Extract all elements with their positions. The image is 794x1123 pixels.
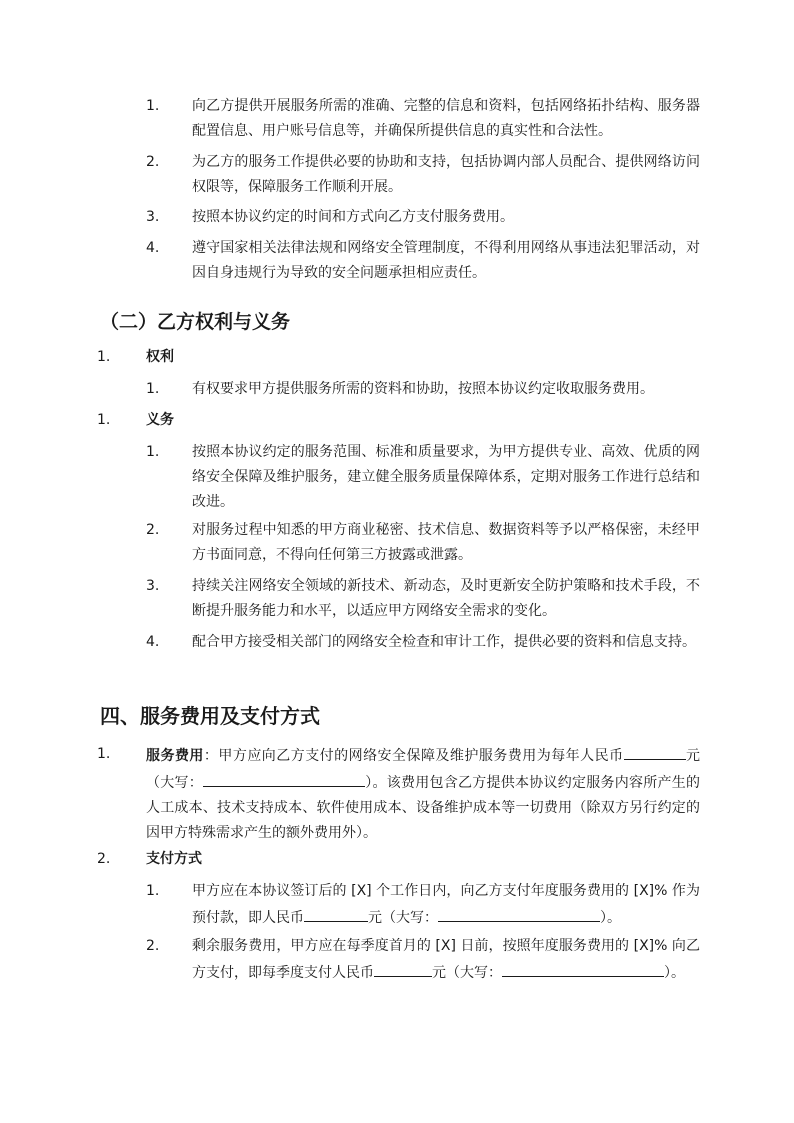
rights-label: 权利 bbox=[146, 349, 174, 365]
party-a-duty-1: 向乙方提供开展服务所需的准确、完整的信息和资料，包括网络拓扑结构、服务器配置信息、用户账号信息等，并确保所提供信息的真实性和合法性。 bbox=[192, 98, 700, 139]
list-number: 1. bbox=[146, 381, 160, 397]
party-b-duty-4: 配合甲方接受相关部门的网络安全检查和审计工作，提供必要的资料和信息支持。 bbox=[192, 634, 696, 650]
party-a-duty-3: 按照本协议约定的时间和方式向乙方支付服务费用。 bbox=[192, 209, 514, 225]
list-number: 3. bbox=[146, 209, 160, 225]
list-number: 3. bbox=[146, 578, 160, 594]
service-fee-clause bbox=[146, 742, 700, 846]
list-number: 1. bbox=[97, 349, 111, 365]
list-number: 2. bbox=[146, 522, 160, 538]
list-number: 1. bbox=[146, 883, 160, 899]
party-b-duty-3: 持续关注网络安全领域的新技术、新动态，及时更新安全防护策略和技术手段，不断提升服务能力和水平，以适应甲方网络安全需求的变化。 bbox=[192, 578, 700, 619]
service-fee-label: 服务费用 bbox=[146, 748, 204, 764]
party-b-duty-2: 对服务过程中知悉的甲方商业秘密、技术信息、数据资料等予以严格保密，未经甲方书面同意，不得向任何第三方披露或泄露。 bbox=[192, 522, 700, 563]
prepayment-clause bbox=[192, 879, 700, 931]
colon: ： bbox=[203, 748, 219, 764]
list-number: 1. bbox=[146, 98, 160, 114]
quarterly-text-b: 元（大写： bbox=[432, 965, 502, 981]
annual-fee-amount-blank[interactable] bbox=[624, 742, 686, 760]
fee-text-b: 元（大写： bbox=[146, 748, 701, 791]
quarterly-text-a: 剩余服务费用，甲方应在每季度首月的 [X] 日前，按照年度服务费用的 [X]% 向乙方支付，即每季度支付人民币 bbox=[192, 938, 700, 981]
fee-text-c: ）。该费用包含乙方提供本协议约定服务内容所产生的人工成本、技术支持成本、软件使用成本、设备维护成本等一切费用（除双方另行约定的因甲方特殊需求产生的额外费用外）。 bbox=[146, 775, 700, 841]
list-number: 2. bbox=[146, 938, 160, 954]
party-a-duty-2: 为乙方的服务工作提供必要的协助和支持，包括协调内部人员配合、提供网络访问权限等，保障服务工作顺利开展。 bbox=[192, 154, 700, 195]
section-heading-party-b: （二）乙方权利与义务 bbox=[100, 311, 291, 333]
prepayment-text-a: 甲方应在本协议签订后的 [X] 个工作日内，向乙方支付年度服务费用的 [X]% 作为预付款，即人民币 bbox=[192, 883, 700, 926]
annual-fee-words-blank[interactable] bbox=[203, 769, 365, 787]
list-number: 1. bbox=[97, 412, 111, 428]
quarterly-text-c: ）。 bbox=[664, 965, 685, 981]
prepayment-amount-blank[interactable] bbox=[304, 904, 368, 922]
prepayment-words-blank[interactable] bbox=[438, 904, 600, 922]
payment-method-label: 支付方式 bbox=[146, 851, 202, 867]
prepayment-text-b: 元（大写： bbox=[368, 910, 438, 926]
party-a-duty-4: 遵守国家相关法律法规和网络安全管理制度，不得利用网络从事违法犯罪活动，对因自身违规行为导致的安全问题承担相应责任。 bbox=[192, 240, 700, 281]
list-number: 2. bbox=[146, 154, 160, 170]
list-number: 4. bbox=[146, 240, 160, 256]
fee-text-a: 甲方应向乙方支付的网络安全保障及维护服务费用为每年人民币 bbox=[218, 748, 624, 764]
quarterly-payment-clause bbox=[192, 934, 700, 986]
party-b-right-1: 有权要求甲方提供服务所需的资料和协助，按照本协议约定收取服务费用。 bbox=[192, 381, 654, 397]
prepayment-text-c: ）。 bbox=[600, 910, 621, 926]
list-number: 1. bbox=[97, 746, 111, 762]
list-number: 1. bbox=[146, 444, 160, 460]
quarterly-words-blank[interactable] bbox=[502, 959, 664, 977]
party-b-duty-1: 按照本协议约定的服务范围、标准和质量要求，为甲方提供专业、高效、优质的网络安全保障及维护服务，建立健全服务质量保障体系，定期对服务工作进行总结和改进。 bbox=[192, 444, 700, 510]
list-number: 4. bbox=[146, 634, 160, 650]
quarterly-amount-blank[interactable] bbox=[374, 959, 432, 977]
section-heading-fees: 四、服务费用及支付方式 bbox=[100, 704, 320, 728]
list-number: 2. bbox=[97, 851, 111, 867]
duties-label: 义务 bbox=[146, 412, 174, 428]
